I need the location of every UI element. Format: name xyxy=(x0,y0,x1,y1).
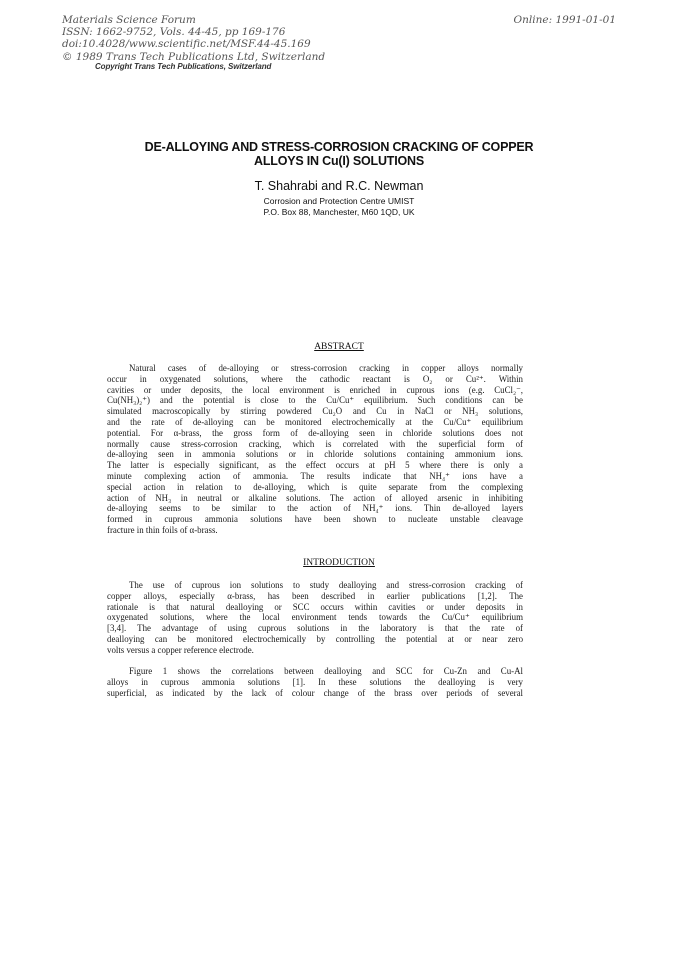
journal-metadata xyxy=(62,14,325,63)
abstract-line: de-alloying seems to be similar to the action of NH₄⁺ ions. Thin de-alloyed layers xyxy=(107,503,523,514)
journal-name: Materials Science Forum xyxy=(62,14,196,26)
publisher-line: © 1989 Trans Tech Publications Ltd, Switzerland xyxy=(62,50,326,63)
paragraph-line: Figure 1 shows the correlations between dealloying and SCC for Cu-Zn and Cu-Al xyxy=(129,666,523,676)
abstract-line: special action in relation to de-alloying, which is quite separate from the complexing xyxy=(107,481,523,492)
paragraph-line: copper alloys, especially α-brass, has been described in earlier publications [1,2]. The xyxy=(107,590,523,601)
abstract-heading: ABSTRACT xyxy=(314,342,364,352)
abstract-body xyxy=(107,363,523,536)
doi-line[interactable]: doi:10.4028/www.scientific.net/MSF.44-45.169 xyxy=(62,38,311,51)
introduction-paragraph-2 xyxy=(107,666,523,698)
abstract-line: The latter is especially significant, as the effect occurs at pH 5 where there is only a xyxy=(107,460,523,471)
paragraph-line: oxygenated solutions, where the local environment tends towards the Cu/Cu⁺ equilibrium xyxy=(107,612,523,623)
copyright-stamp: Copyright Trans Tech Publications, Switzerland xyxy=(95,62,272,71)
abstract-line: occur in oxygenated solutions, where the cathodic reactant is O₂ or Cu²⁺. Within xyxy=(107,373,523,384)
paragraph-line: The use of cuprous ion solutions to study dealloying and stress-corrosion cracking of xyxy=(129,580,523,590)
abstract-line: potential. For α-brass, the gross form of de-alloying seen in chloride solutions does not xyxy=(107,427,523,438)
abstract-line: simulated macroscopically by stirring powdered Cu₂O and Cu in NaCl or NH₃ solutions, xyxy=(107,406,523,417)
abstract-line: and the rate of de-alloying can be monitored electrochemically at the Cu/Cu⁺ equilibrium xyxy=(107,416,523,427)
abstract-line: cavities or under deposits, the local environment is enriched in cuprous ions (e.g. CuCl₂⁻, xyxy=(107,384,523,395)
abstract-line: normally cause stress-corrosion cracking, which is correlated with the superficial form of xyxy=(107,438,523,449)
paragraph-line: [3,4]. The advantage of using cuprous solutions in the laboratory is that the rate of xyxy=(107,623,523,634)
affiliation-line2: P.O. Box 88, Manchester, M60 1QD, UK xyxy=(263,207,415,217)
abstract-line: de-alloying seen in ammonia solutions or in chloride solutions containing ammonium ions. xyxy=(107,449,523,460)
affiliation-line1: Corrosion and Protection Centre UMIST xyxy=(263,196,415,206)
issn-line: ISSN: 1662-9752, Vols. 44-45, pp 169-176 xyxy=(62,26,286,39)
paragraph-line: dealloying can be monitored electrochemically by controlling the potential at or near zero xyxy=(107,633,523,644)
paragraph-line: rationale is that natural dealloying or SCC occurs within cavities or under deposits in xyxy=(107,601,523,612)
paper-title-line1: DE-ALLOYING AND STRESS-CORROSION CRACKING OF COPPER xyxy=(144,140,534,154)
introduction-paragraph-1 xyxy=(107,580,523,656)
paragraph-line: volts versus a copper reference electrode. xyxy=(107,644,254,655)
authors: T. Shahrabi and R.C. Newman xyxy=(254,179,424,193)
abstract-line: Cu(NH₃)₂⁺) and the potential is close to the Cu/Cu⁺ equilibrium. Such conditions can be xyxy=(107,395,523,406)
affiliation xyxy=(60,196,618,218)
introduction-heading: INTRODUCTION xyxy=(303,558,375,568)
paragraph-line: superficial, as indicated by the lack of colour change of the brass over periods of several xyxy=(107,687,523,698)
abstract-line: Natural cases of de-alloying or stress-corrosion cracking in copper alloys normally xyxy=(129,363,523,373)
abstract-line: fracture in thin foils of α-brass. xyxy=(107,524,218,535)
abstract-line: minute complexing action of ammonia. The results indicate that NH₄⁺ ions have a xyxy=(107,470,523,481)
paragraph-line: alloys in cuprous ammonia solutions [1]. In these solutions the dealloying is very xyxy=(107,676,523,687)
abstract-line: formed in cuprous ammonia solutions have been shown to nucleate unstable cleavage xyxy=(107,514,523,525)
paper-title xyxy=(60,140,618,168)
online-date: Online: 1991-01-01 xyxy=(513,14,616,26)
paper-title-line2: ALLOYS IN Cu(I) SOLUTIONS xyxy=(254,154,424,168)
abstract-line: action of NH₃ in neutral or alkaline solutions. The action of alloyed arsenic in inhibiting xyxy=(107,492,523,503)
